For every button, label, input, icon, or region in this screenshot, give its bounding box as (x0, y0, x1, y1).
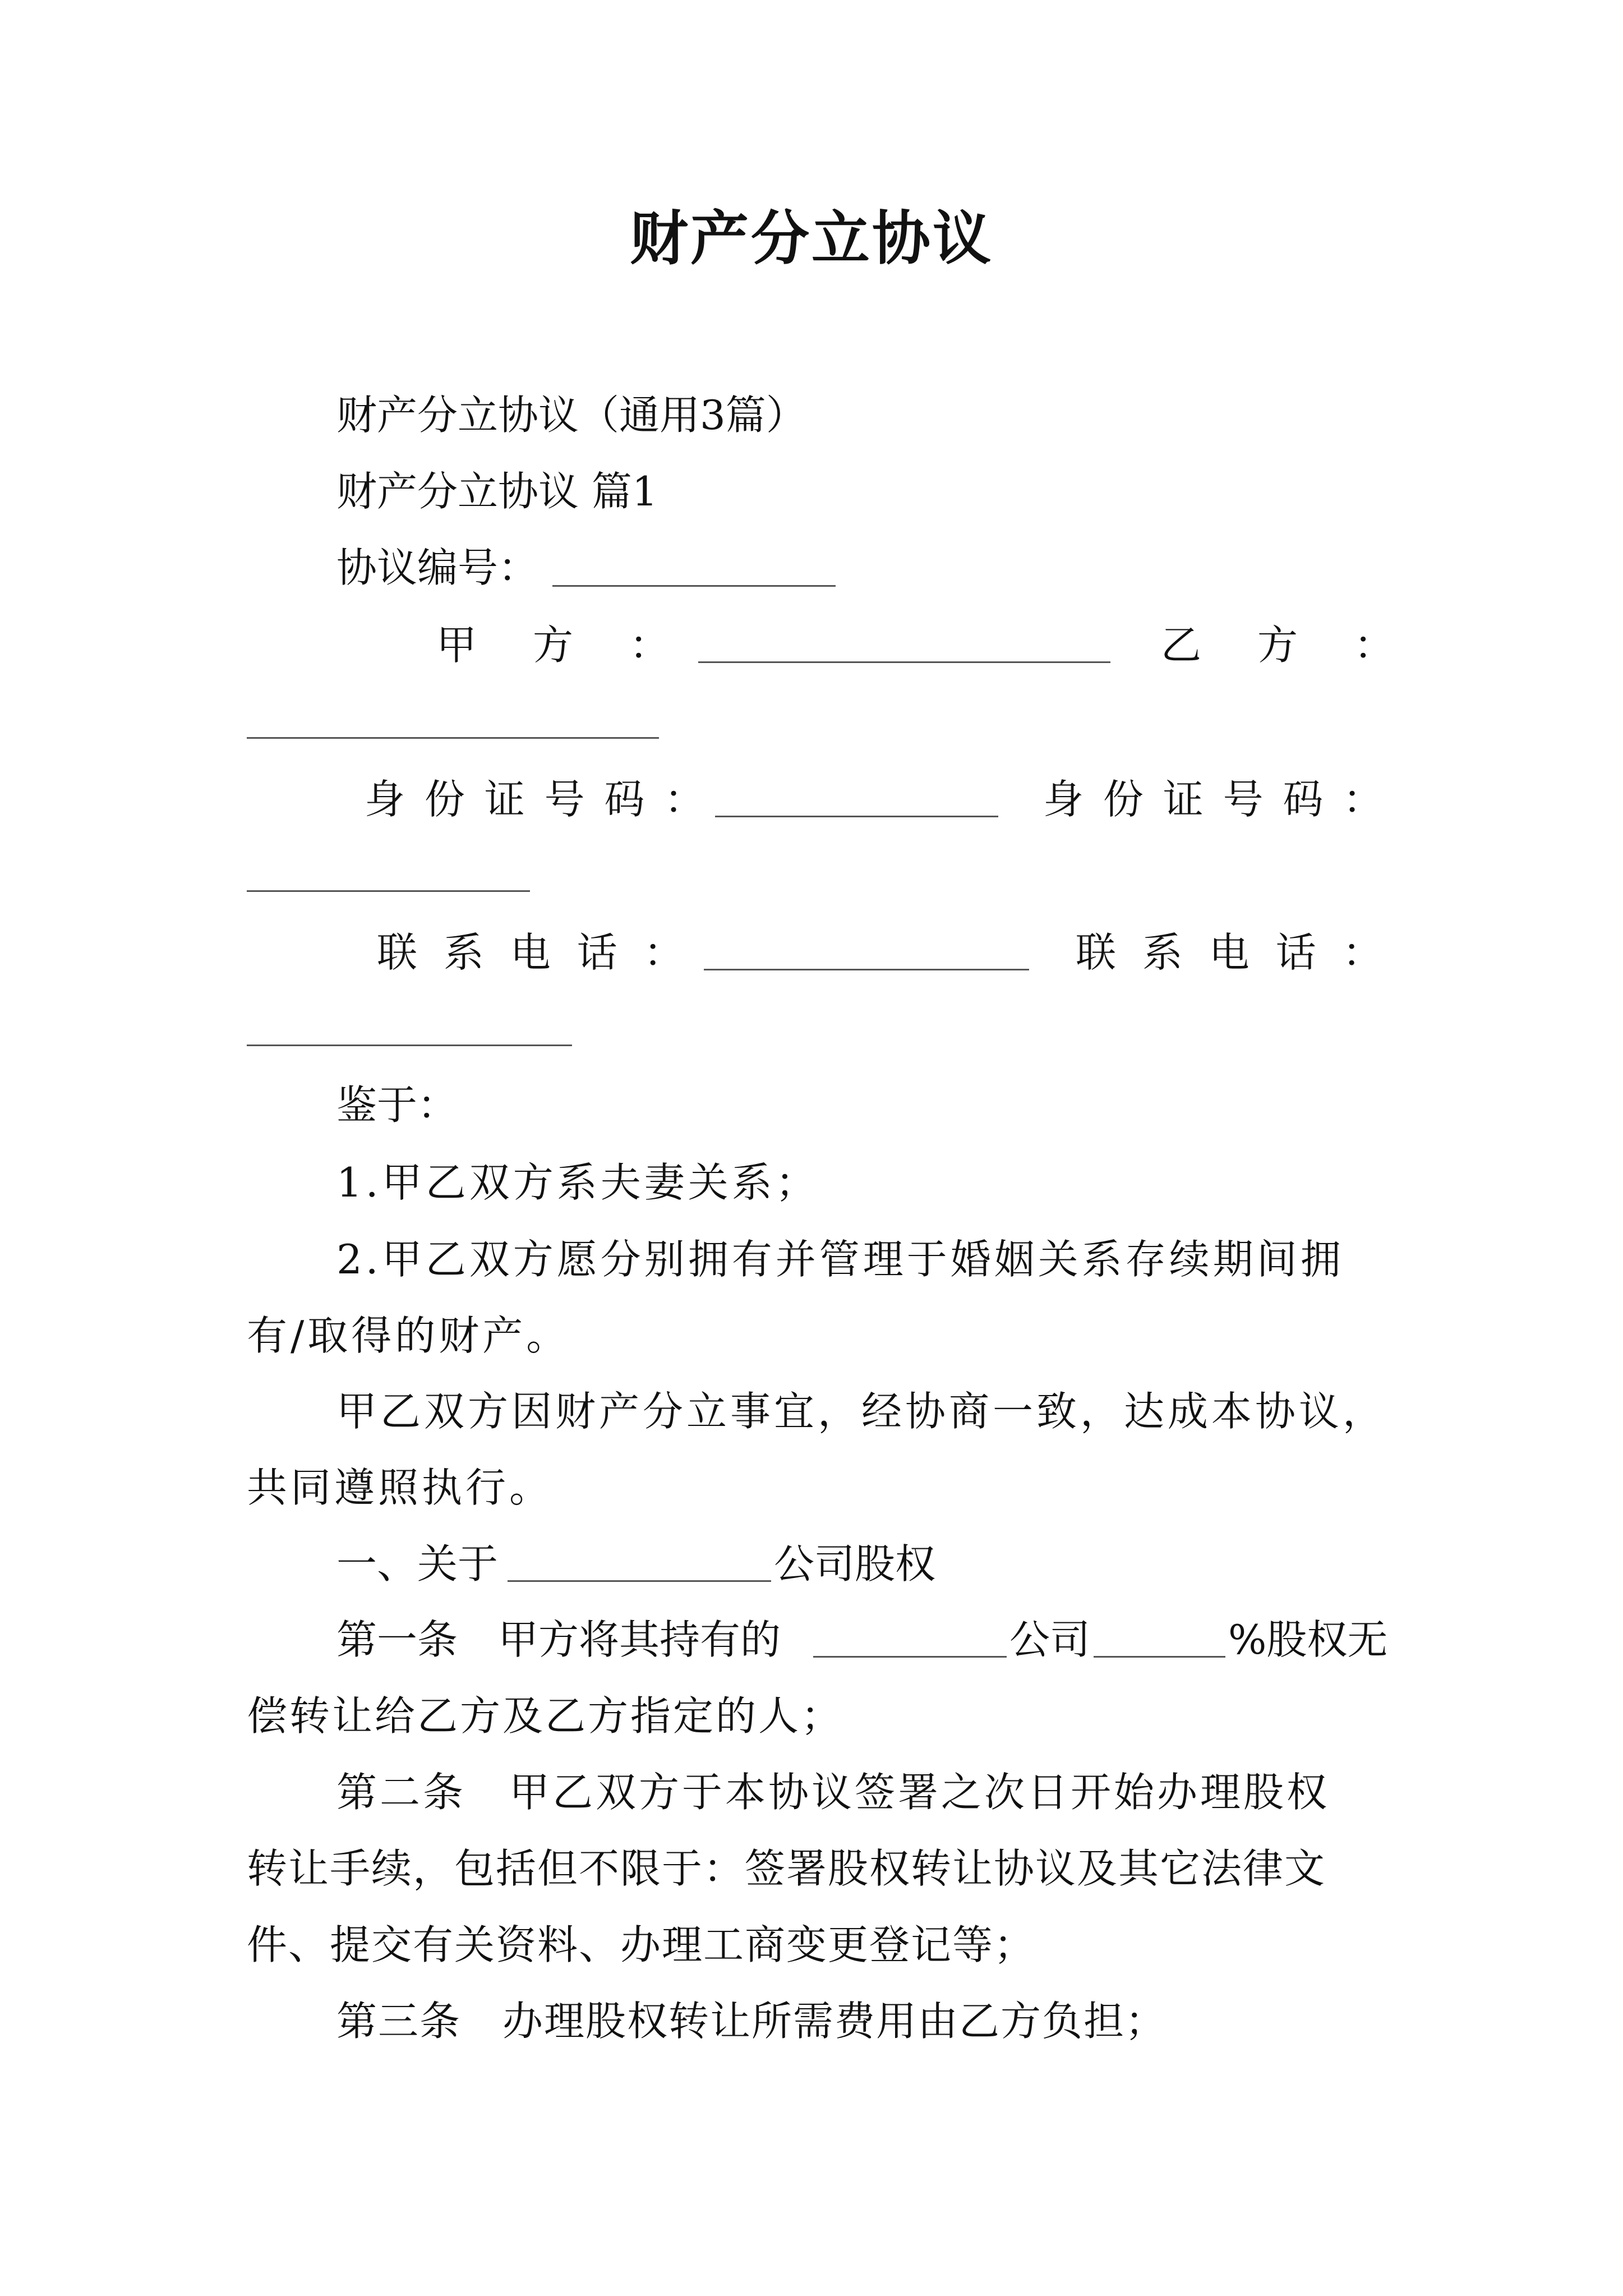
recital-2-line-2: 有/取得的财产。 (247, 1312, 570, 1359)
article-2-line-3: 件、提交有关资料、办理工商变更登记等； (247, 1921, 1036, 1968)
article-2-line-1: 第二条 甲乙双方于本协议签署之次日开始办理股权 (336, 1769, 1330, 1816)
party-a-id-label: 身 份 证 号 码 ： (365, 776, 708, 823)
party-a-blank (698, 661, 1110, 663)
document-title: 财产分立协议 (629, 204, 993, 273)
document-subtitle: 财产分立协议（通用3篇） (336, 392, 806, 439)
consensus-line-2: 共同遵照执行。 (247, 1464, 554, 1511)
party-b-id-blank (247, 890, 530, 892)
article-2-line-2: 转让手续，包括但不限于：签署股权转让协议及其它法律文 (247, 1845, 1326, 1892)
part-heading: 财产分立协议 篇1 (336, 468, 658, 515)
party-a-id-blank (715, 816, 998, 817)
article-1-prefix: 第一条 甲方将其持有的 (336, 1616, 781, 1663)
article-1-company-blank (813, 1656, 1007, 1658)
article-1-suffix: %股权无 (1228, 1616, 1388, 1663)
party-a-phone-blank (704, 969, 1029, 970)
consensus-line-1: 甲乙双方因财产分立事宜，经协商一致，达成本协议， (336, 1388, 1387, 1435)
article-1-mid: 公司 (1009, 1616, 1091, 1663)
party-b-phone-label: 联 系 电 话 ： (1076, 929, 1390, 976)
recital-1: 1.甲乙双方系夫妻关系； (336, 1159, 819, 1206)
party-b-blank (247, 737, 659, 739)
agreement-number-label: 协议编号： (336, 544, 539, 591)
party-b-label: 乙 方 ： (1161, 622, 1403, 669)
recital-2-line-1: 2.甲乙双方愿分别拥有并管理于婚姻关系存续期间拥 (336, 1236, 1344, 1283)
whereas-heading: 鉴于： (336, 1082, 458, 1129)
party-a-label: 甲 方 ： (436, 622, 678, 669)
agreement-number-blank (552, 585, 836, 587)
party-b-phone-blank (247, 1045, 572, 1046)
section-1-prefix: 一、关于 (336, 1540, 499, 1588)
article-3: 第三条 办理股权转让所需费用由乙方负担； (336, 1998, 1167, 2045)
article-1-percent-blank (1094, 1656, 1225, 1658)
article-1-line-2: 偿转让给乙方及乙方指定的人； (247, 1692, 844, 1740)
party-a-phone-label: 联 系 电 话 ： (377, 929, 691, 976)
party-b-id-label: 身 份 证 号 码 ： (1043, 776, 1387, 823)
section-1-company-blank (508, 1580, 771, 1582)
section-1-suffix: 公司股权 (774, 1540, 936, 1588)
